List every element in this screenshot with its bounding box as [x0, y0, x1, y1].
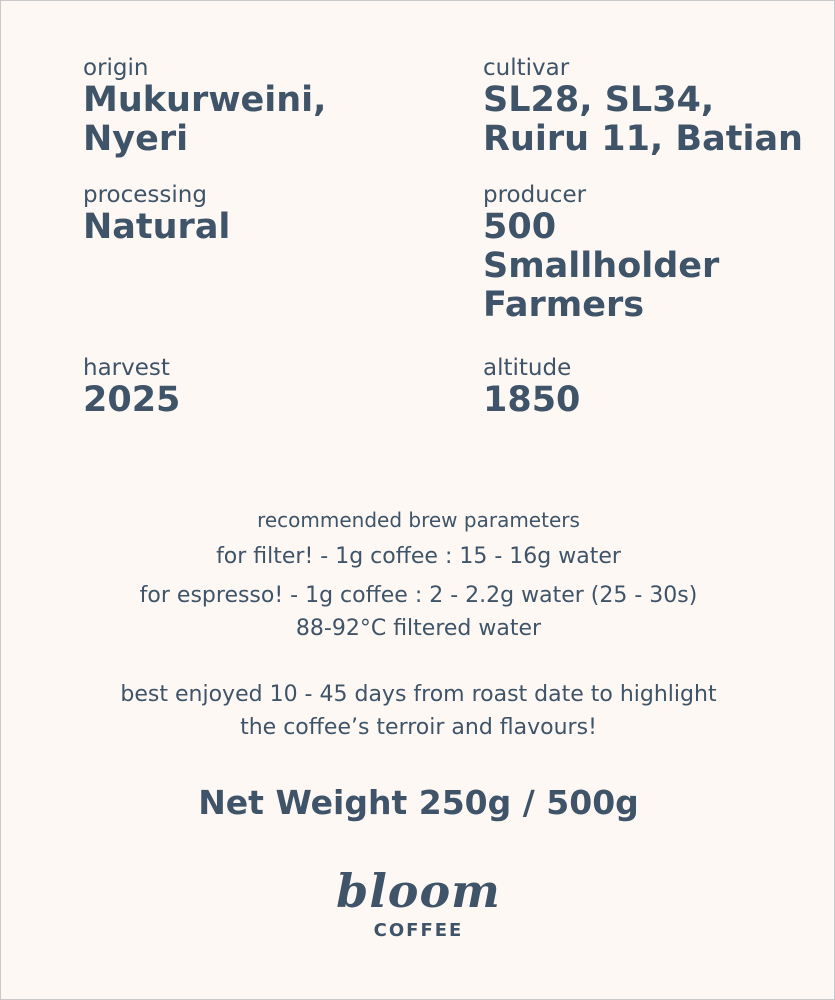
spec-processing-value: Natural	[83, 207, 231, 247]
spec-processing-label: processing	[83, 182, 207, 208]
spec-harvest	[83, 355, 413, 420]
enjoy-note-line-2: the coffee’s terroir and flavours!	[240, 715, 597, 740]
spec-harvest-label: harvest	[83, 355, 170, 381]
brew-parameters-title: recommended brew parameters	[257, 508, 580, 532]
spec-cultivar-label: cultivar	[483, 55, 570, 81]
spec-origin-value: Mukurweini, Nyeri	[83, 80, 327, 159]
logo-subtitle: COFFEE	[373, 920, 464, 941]
spec-cultivar-value: SL28, SL34, Ruiru 11, Batian	[483, 80, 803, 159]
spec-origin-label: origin	[83, 55, 149, 81]
spec-producer-value: 500 Smallholder Farmers	[483, 207, 720, 325]
brew-water-temperature: 88-92°C filtered water	[295, 616, 542, 641]
bloom-coffee-logo	[1, 863, 835, 943]
brew-filter-ratio: for filter! - 1g coffee : 15 - 16g water	[216, 544, 621, 569]
enjoy-note-line-1: best enjoyed 10 - 45 days from roast date to highlight	[120, 682, 717, 707]
spec-cultivar	[483, 55, 813, 159]
spec-processing	[83, 182, 413, 247]
brew-espresso-ratio: for espresso! - 1g coffee : 2 - 2.2g water (25 - 30s)	[139, 583, 698, 608]
logo-wordmark: bloom	[336, 864, 501, 918]
spec-altitude-value: 1850	[483, 380, 581, 420]
spec-harvest-value: 2025	[83, 380, 181, 420]
spec-origin	[83, 55, 413, 159]
spec-altitude	[483, 355, 813, 420]
spec-producer	[483, 182, 813, 325]
spec-producer-label: producer	[483, 182, 587, 208]
spec-altitude-label: altitude	[483, 355, 572, 381]
net-weight: Net Weight 250g / 500g	[198, 783, 639, 822]
